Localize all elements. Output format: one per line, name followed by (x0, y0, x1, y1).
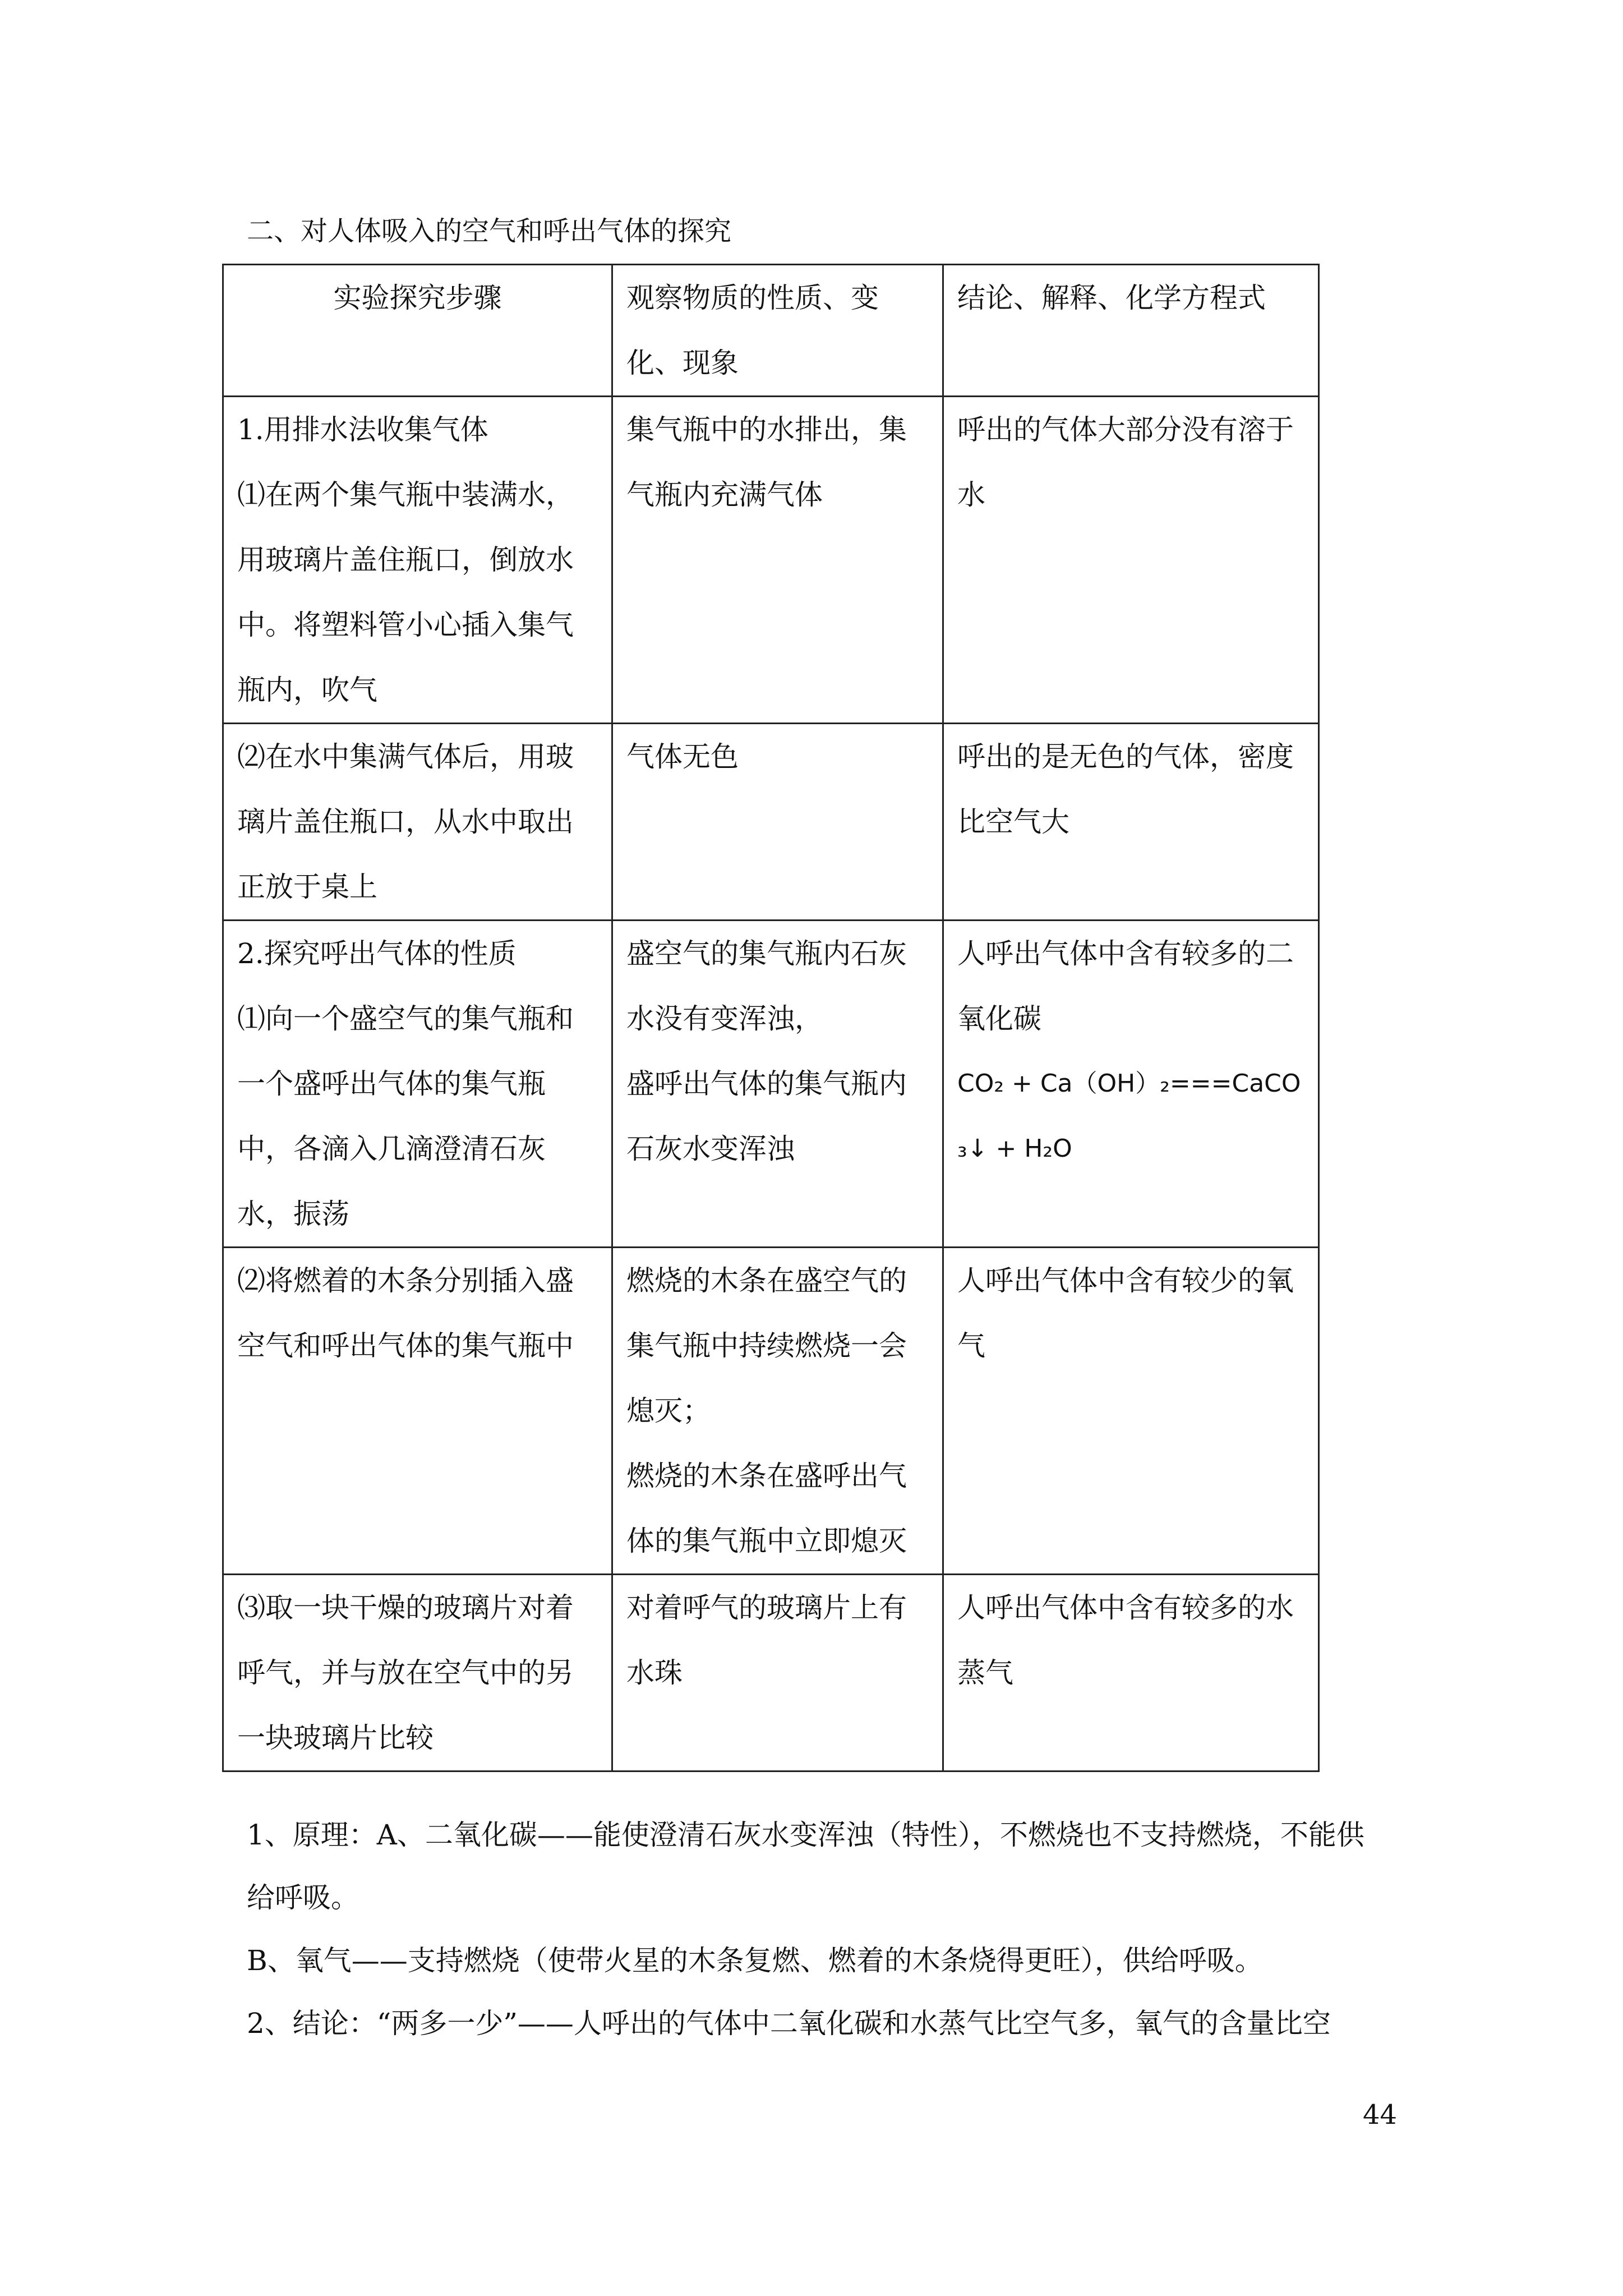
conclusion-text: 呼出的气体大部分没有溶于水 (957, 413, 1294, 511)
step-title: 2.探究呼出气体的性质 (237, 937, 517, 970)
step-cell (223, 724, 612, 921)
observation-text: 对着呼气的玻璃片上有水珠 (626, 1591, 907, 1689)
observation-text: 盛空气的集气瓶内石灰水没有变浑浊， (626, 937, 907, 1035)
conclusion-text: 人呼出气体中含有较少的氧气 (957, 1264, 1294, 1362)
table-row (223, 1248, 1319, 1575)
conclusion-cell (943, 397, 1319, 724)
observation-cell (612, 724, 943, 921)
step-text: ⑴在两个集气瓶中装满水，用玻璃片盖住瓶口，倒放水中。将塑料管小心插入集气瓶内，吹气 (237, 478, 574, 706)
observation-text: 气体无色 (626, 740, 739, 773)
observation-cell (612, 1575, 943, 1772)
step-title: 1.用排水法收集气体 (237, 413, 488, 446)
conclusion-cell (943, 1575, 1319, 1772)
experiment-table (222, 264, 1320, 1772)
step-text: ⑵在水中集满气体后，用玻璃片盖住瓶口，从水中取出正放于桌上 (237, 740, 574, 903)
header-conclusion: 结论、解释、化学方程式 (943, 265, 1319, 397)
conclusion-text: 呼出的是无色的气体，密度比空气大 (957, 740, 1294, 838)
step-cell (223, 397, 612, 724)
notes-section (247, 1803, 1391, 2055)
step-cell (223, 1575, 612, 1772)
observation-cell (612, 1248, 943, 1575)
observation-text: 燃烧的木条在盛呼出气体的集气瓶中立即熄灭 (626, 1460, 907, 1557)
conclusion-cell (943, 921, 1319, 1248)
observation-text: 燃烧的木条在盛空气的集气瓶中持续燃烧一会熄灭； (626, 1264, 907, 1427)
step-text: ⑶取一块干燥的玻璃片对着呼气，并与放在空气中的另一块玻璃片比较 (237, 1591, 574, 1754)
step-text: ⑵将燃着的木条分别插入盛空气和呼出气体的集气瓶中 (237, 1264, 574, 1362)
step-text: ⑴向一个盛空气的集气瓶和一个盛呼出气体的集气瓶中，各滴入几滴澄清石灰水，振荡 (237, 1002, 574, 1230)
header-steps: 实验探究步骤 (223, 265, 612, 397)
observation-text: 集气瓶中的水排出，集气瓶内充满气体 (626, 413, 907, 511)
step-cell (223, 921, 612, 1248)
table-row (223, 921, 1319, 1248)
conclusion-cell (943, 724, 1319, 921)
observation-cell (612, 397, 943, 724)
principle-paragraph-a: 1、原理：A、二氧化碳——能使澄清石灰水变浑浊（特性），不燃烧也不支持燃烧，不能供给呼吸。 (247, 1819, 1364, 1914)
conclusion-text: 人呼出气体中含有较多的二氧化碳 (957, 937, 1294, 1035)
table-header-row (223, 265, 1319, 397)
chemical-equation: CO₂ + Ca（OH）₂===CaCO₃↓ + H₂O (957, 1069, 1301, 1163)
conclusion-text: 人呼出气体中含有较多的水蒸气 (957, 1591, 1294, 1689)
conclusion-paragraph: 2、结论：“两多一少”——人呼出的气体中二氧化碳和水蒸气比空气多，氧气的含量比空 (247, 2007, 1331, 2040)
table-row (223, 724, 1319, 921)
step-cell (223, 1248, 612, 1575)
observation-text: 盛呼出气体的集气瓶内石灰水变浑浊 (626, 1068, 907, 1165)
principle-paragraph-b: B、氧气——支持燃烧（使带火星的木条复燃、燃着的木条烧得更旺），供给呼吸。 (247, 1944, 1263, 1977)
page-number: 44 (1363, 2099, 1398, 2131)
section-heading: 二、对人体吸入的空气和呼出气体的探究 (247, 215, 732, 247)
header-observation: 观察物质的性质、变化、现象 (612, 265, 943, 397)
conclusion-cell (943, 1248, 1319, 1575)
table-row (223, 397, 1319, 724)
table-row (223, 1575, 1319, 1772)
observation-cell (612, 921, 943, 1248)
